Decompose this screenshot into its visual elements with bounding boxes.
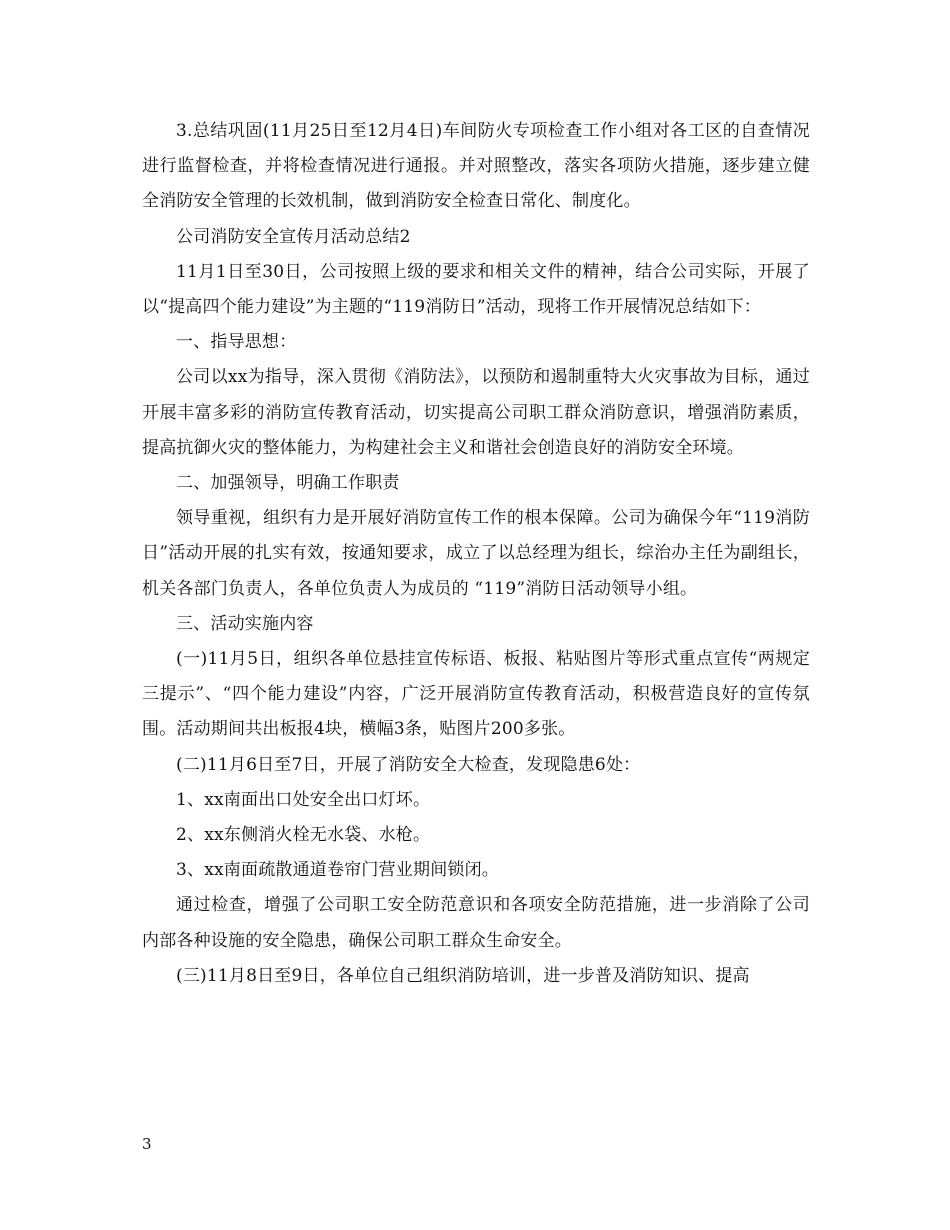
paragraph-guiding-thought: 公司以xx为指导，深入贯彻《消防法》，以预防和遏制重特大火灾事故为目标，通过开展丰富多彩的消防宣传教育活动，切实提高公司职工群众消防意识，增强消防素质，提高抗御火灾的整体能力，为构建社会主义和谐社会创造良好的消防安全环境。 bbox=[142, 367, 810, 458]
page-number: 3 bbox=[142, 1135, 152, 1153]
paragraph-inspection-summary: 3.总结巩固(11月25日至12月4日)车间防火专项检查工作小组对各工区的自查情况进行监督检查，并将检查情况进行通报。并对照整改，落实各项防火措施，逐步建立健全消防安全管理的长效机制，做到消防安全检查日常化、制度化。 bbox=[142, 121, 810, 212]
paragraph-inspection-result: 通过检查，增强了公司职工安全防范意识和各项安全防范措施，进一步消除了公司内部各种设施的安全隐患，确保公司职工群众生命安全。 bbox=[142, 895, 810, 951]
paragraph-leadership: 领导重视，组织有力是开展好消防宣传工作的根本保障。公司为确保今年“119消防日”活动开展的扎实有效，按通知要求，成立了以总经理为组长，综治办主任为副组长，机关各部门负责人，各单位负责人为成员的 “119”消防日活动领导小组。 bbox=[142, 508, 810, 599]
paragraph-activity-3: (三)11月8日至9日，各单位自己组织消防培训，进一步普及消防知识、提高 bbox=[176, 965, 750, 986]
section-title-summary-2: 公司消防安全宣传月活动总结2 bbox=[176, 226, 411, 247]
list-item-hazard-1: 1、xx南面出口处安全出口灯坏。 bbox=[176, 789, 431, 810]
list-item-hazard-2: 2、xx东侧消火栓无水袋、水枪。 bbox=[176, 825, 431, 846]
heading-leadership: 二、加强领导，明确工作职责 bbox=[176, 473, 400, 494]
paragraph-intro: 11月1日至30日，公司按照上级的要求和相关文件的精神，结合公司实际，开展了以“提高四个能力建设”为主题的“119消防日”活动，现将工作开展情况总结如下： bbox=[142, 261, 810, 318]
heading-activities: 三、活动实施内容 bbox=[176, 613, 314, 634]
document-body bbox=[142, 114, 810, 994]
paragraph-activity-2: (二)11月6日至7日，开展了消防安全大检查，发现隐患6处： bbox=[176, 754, 641, 775]
heading-guiding-thought: 一、指导思想： bbox=[176, 332, 297, 353]
paragraph-activity-1: (一)11月5日，组织各单位悬挂宣传标语、板报、粘贴图片等形式重点宣传“两规定三提示”、“四个能力建设”内容，广泛开展消防宣传教育活动，积极营造良好的宣传氛围。活动期间共出板报4块，横幅3条，贴图片200多张。 bbox=[142, 649, 810, 740]
list-item-hazard-3: 3、xx南面疏散通道卷帘门营业期间锁闭。 bbox=[176, 860, 499, 881]
